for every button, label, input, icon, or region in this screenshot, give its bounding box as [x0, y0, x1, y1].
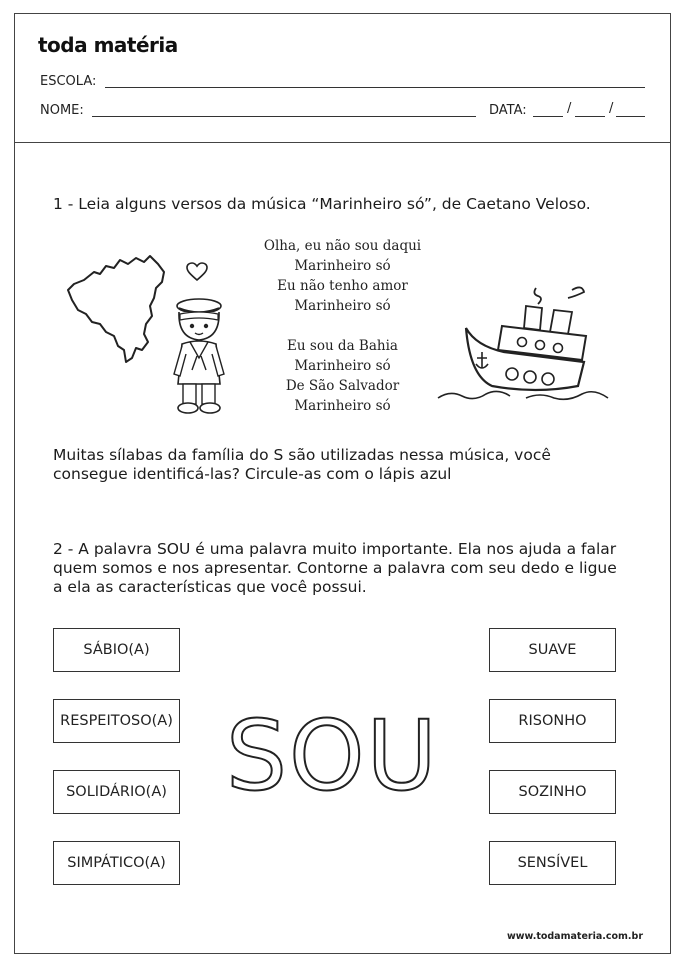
bahia-map-illustration	[66, 250, 172, 366]
option-simpatico[interactable]: SIMPÁTICO(A)	[53, 841, 180, 885]
lyric-line: Marinheiro só	[294, 258, 391, 274]
lyric-line: Eu sou da Bahia	[287, 338, 398, 354]
lyrics-stanza-2	[250, 336, 435, 416]
option-respeitoso[interactable]: RESPEITOSO(A)	[53, 699, 180, 743]
lyrics-stanza-1	[250, 236, 435, 316]
date-year-field[interactable]	[616, 116, 645, 117]
footer-url: www.todamateria.com.br	[506, 931, 643, 942]
heart-icon	[186, 262, 208, 282]
option-solidario[interactable]: SOLIDÁRIO(A)	[53, 770, 180, 814]
option-sozinho[interactable]: SOZINHO	[489, 770, 616, 814]
option-risonho[interactable]: RISONHO	[489, 699, 616, 743]
lyric-line: Marinheiro só	[294, 358, 391, 374]
lyric-line: Marinheiro só	[294, 298, 391, 314]
escola-label: ESCOLA:	[40, 74, 97, 89]
song-lyrics	[250, 236, 435, 436]
question-1-prompt: 1 - Leia alguns versos da música “Marinheiro só”, de Caetano Veloso.	[53, 195, 591, 213]
nome-field[interactable]	[92, 116, 476, 117]
sailor-boy-illustration	[168, 292, 230, 416]
date-separator: /	[567, 101, 572, 116]
option-sabio[interactable]: SÁBIO(A)	[53, 628, 180, 672]
steamboat-illustration	[436, 282, 618, 408]
nome-label: NOME:	[40, 103, 84, 118]
data-label: DATA:	[489, 103, 527, 118]
lyric-line: De São Salvador	[285, 378, 400, 394]
option-sensivel[interactable]: SENSÍVEL	[489, 841, 616, 885]
date-day-field[interactable]	[533, 116, 563, 117]
question-2-prompt: 2 - A palavra SOU é uma palavra muito importante. Ela nos ajuda a falar quem somos e nos apresentar. Contorne a palavra com seu dedo e ligue a ela as características que você possui.	[53, 540, 617, 596]
lyric-line: Marinheiro só	[294, 398, 391, 414]
lyric-line: Eu não tenho amor	[277, 278, 408, 294]
date-separator: /	[609, 101, 614, 116]
header-divider	[14, 142, 671, 143]
option-suave[interactable]: SUAVE	[489, 628, 616, 672]
sou-outline-word[interactable]: SOU	[226, 700, 439, 812]
date-month-field[interactable]	[575, 116, 605, 117]
lyric-line: Olha, eu não sou daqui	[263, 238, 422, 254]
question-1-instruction: Muitas sílabas da família do S são utilizadas nessa música, você consegue identificá-las? Circule-as com o lápis azul	[53, 446, 551, 483]
brand-logo: toda matéria	[38, 33, 178, 57]
escola-field[interactable]	[105, 87, 645, 88]
